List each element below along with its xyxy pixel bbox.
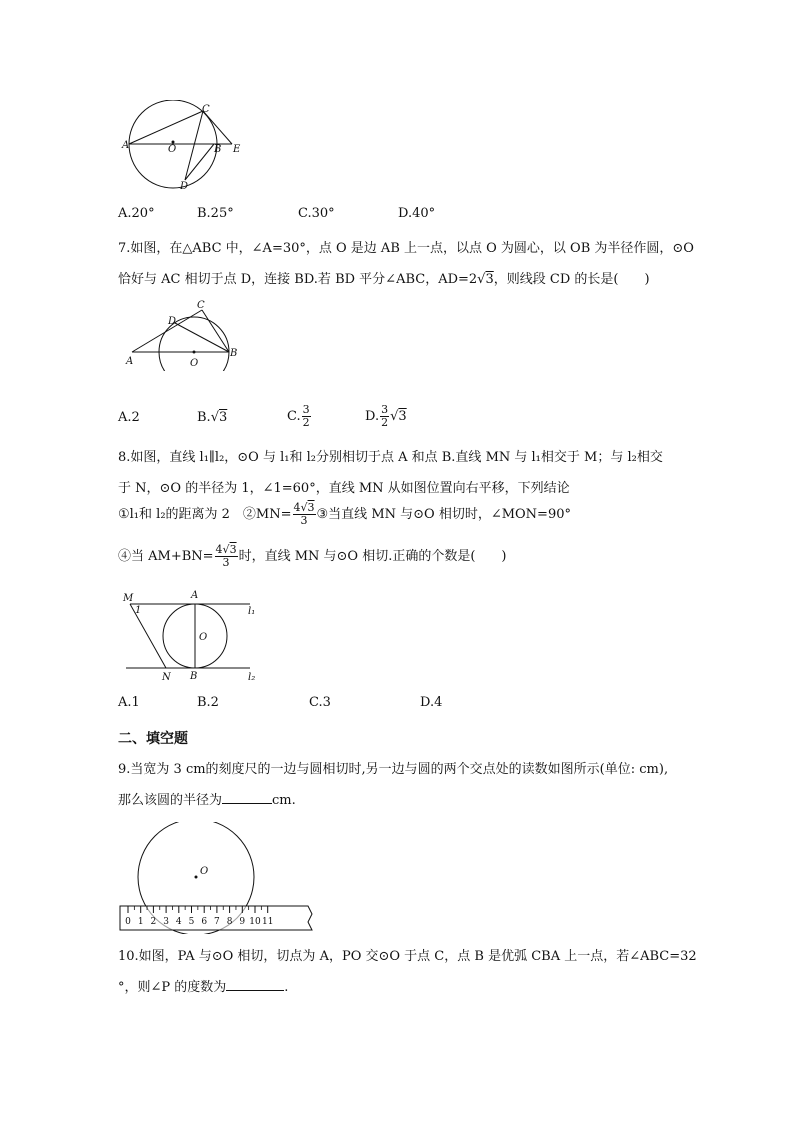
q7-option-b [197,410,227,425]
q7-option-c-prefix: C. [287,409,301,424]
q7-line2 [118,268,650,287]
q6-option-c: C.30° [298,206,335,221]
q9-ruler-tick-label: 11 [261,917,274,927]
q9-ruler-tick-label: 8 [226,917,233,927]
q7-sqrt-sign: √ [477,272,486,287]
q6-option-a: A.20° [118,206,155,221]
q8-label-l2: l₂ [248,672,256,683]
q8-line4-text-b: 时，直线 MN 与⊙O 相切.正确的个数是( ) [238,549,507,564]
q8-option-d: D.4 [420,695,443,710]
q6-line-ac [129,111,203,144]
q7-label-c: C [197,300,205,311]
q8-option-a: A.1 [118,695,140,710]
q9-figure [118,822,318,934]
q7-label-a: A [126,356,134,367]
q7-option-b-sqrt-sign: √ [210,410,219,425]
q7-line-cb [202,310,229,352]
q8-label-1: 1 [135,605,142,616]
q7-option-c-num: 3 [302,403,310,416]
q7-option-c-fraction [302,404,311,429]
q8-line4-den: 3 [222,556,230,569]
q9-line2-text-b: cm. [272,793,296,808]
q6-line-cd [185,111,203,180]
q7-label-d: D [168,316,177,327]
q8-label-a: A [191,590,199,601]
q7-option-d-den: 2 [381,416,389,429]
q8-line4-fraction [215,544,238,569]
q7-center-dot [193,351,196,354]
q8-line3-text-a: ①l₁和 l₂的距离为 2 ②MN= [118,507,292,522]
q7-sqrt-value: 3 [485,272,494,287]
q9-ruler-tick-label: 3 [163,917,169,927]
q9-center-dot [195,876,198,879]
q9-answer-blank[interactable] [222,791,272,804]
q9-line1: 9.当宽为 3 cm的刻度尺的一边与圆相切时,另一边与圆的两个交点处的读数如图所示(单位: cm), [118,762,669,777]
q6-label-c: C [202,104,210,115]
q7-option-b-prefix: B. [197,410,211,425]
q8-line4-num-sqrt: 3 [229,543,237,556]
q9-ruler-tick-label: 0 [125,917,131,927]
q7-figure [118,296,248,371]
q8-option-c: C.3 [309,695,331,710]
q9-ruler-tick-label: 5 [188,917,195,927]
q7-line-ac [132,310,202,352]
q8-label-o: O [199,632,208,643]
q7-option-d-num: 3 [381,403,389,416]
q9-ruler-tick-label: 6 [201,917,208,927]
q9-ruler-tick-label: 2 [150,917,157,927]
q7-option-c-den: 2 [302,416,310,429]
section-title-fill-in: 二、填空题 [118,731,188,747]
q10-line2-text-a: °，则∠P 的度数为 [118,980,227,995]
q6-figure [118,100,258,195]
q9-ruler-tick-label: 4 [175,917,182,927]
q6-line-ce [203,111,232,144]
q8-option-b: B.2 [197,695,219,710]
q8-line3-num: 4√3 [293,501,315,514]
q9-line2-text-a: 那么该圆的半径为 [118,793,223,808]
q8-line3 [118,502,571,527]
q8-figure [118,588,268,684]
q10-line2-text-b: . [284,980,289,995]
q8-label-m: M [123,593,134,604]
q7-line2-text-a: 恰好与 AC 相切于点 D，连接 BD.若 BD 平分∠ABC，AD=2 [118,272,478,287]
q10-answer-blank[interactable] [226,978,284,991]
q8-line1: 8.如图，直线 l₁∥l₂，⊙O 与 l₁和 l₂分别相切于点 A 和点 B.直线 MN 与 l₁相交于 M；与 l₂相交 [118,450,663,465]
q6-option-d: D.40° [398,206,436,221]
q6-label-e: E [233,144,241,155]
q8-label-n: N [162,672,171,683]
q7-option-b-sqrt: 3 [218,410,228,425]
q6-option-b: B.25° [197,206,234,221]
q6-label-a: A [122,140,130,151]
q7-line-db [175,323,229,352]
q8-line4 [118,544,506,569]
q7-label-o: O [190,358,199,369]
q8-label-l1: l₁ [248,606,256,617]
q10-line1: 10.如图，PA 与⊙O 相切，切点为 A，PO 交⊙O 于点 C，点 B 是优弧 CBA 上一点，若∠ABC=32 [118,949,697,964]
q9-ruler-tick-label: 1 [137,917,144,927]
q8-line4-num-coef: 4 [215,543,223,556]
q7-line1: 7.如图，在△ABC 中，∠A=30°，点 O 是边 AB 上一点，以点 O 为圆心，以 OB 为半径作圆，⊙O [118,241,694,256]
q9-label-o: O [200,866,209,877]
q7-label-b: B [230,348,238,359]
q9-ruler-tick-label: 10 [249,917,261,927]
q8-line3-text-b: ③当直线 MN 与⊙O 相切时，∠MON=90° [316,507,571,522]
q6-label-b: B [214,144,222,155]
q6-label-o: O [168,144,177,155]
q10-line2 [118,976,288,995]
q9-ruler-tick-label: 7 [214,917,220,927]
q8-line3-num-sqrt: 3 [307,501,315,514]
q7-option-d-sqrt-sign: √ [390,409,399,424]
q7-option-a: A.2 [118,410,140,425]
q6-label-d: D [180,181,189,192]
q7-option-d-fraction [380,404,389,429]
q7-option-d-prefix: D. [365,409,380,424]
q9-line2 [118,789,296,808]
q8-line3-den: 3 [300,514,308,527]
q7-line2-text-b: ，则线段 CD 的长是( ) [493,272,650,287]
q8-line4-num: 4√3 [215,543,237,556]
q7-option-c [287,404,312,429]
q7-option-d [365,404,407,429]
q9-ruler-tick-label: 9 [239,917,246,927]
q7-option-d-sqrt: 3 [398,409,407,424]
q8-line3-num-coef: 4 [293,501,301,514]
q8-line2: 于 N，⊙O 的半径为 1，∠1=60°，直线 MN 从如图位置向右平移，下列结论 [118,481,570,496]
q8-line3-fraction [293,502,316,527]
q8-line4-text-a: ④当 AM+BN= [118,549,214,564]
q8-label-b: B [190,671,198,682]
